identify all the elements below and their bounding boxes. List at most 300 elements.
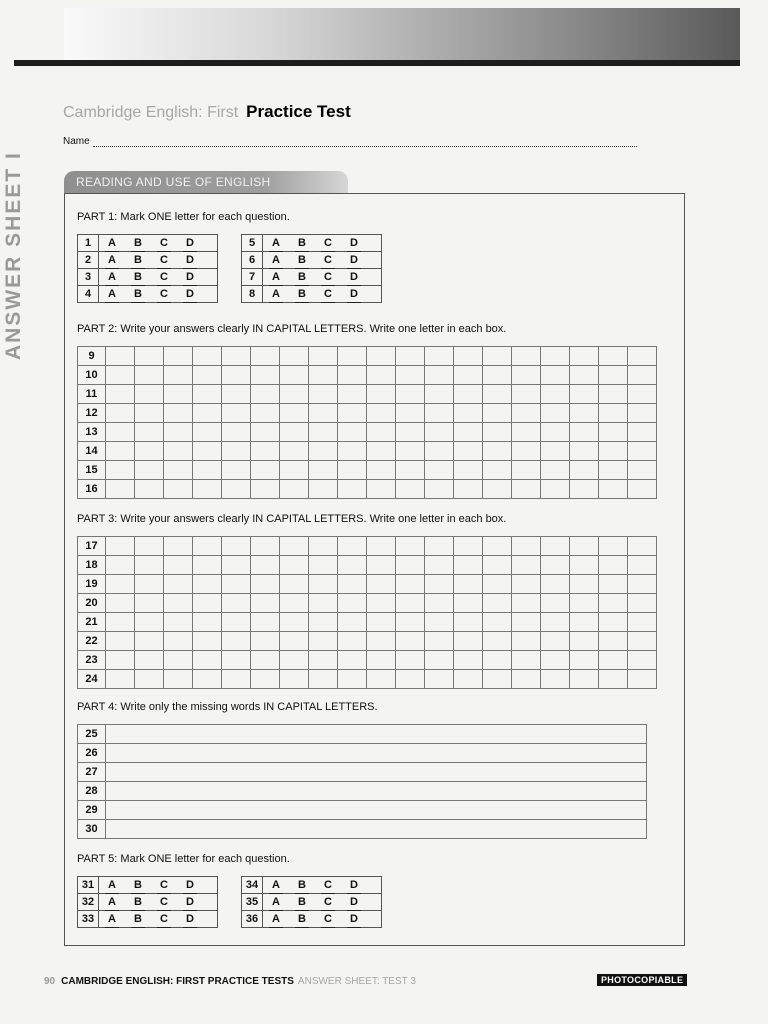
letter-box[interactable] — [628, 347, 657, 366]
letter-box[interactable] — [541, 575, 570, 594]
letter-box[interactable] — [367, 385, 396, 404]
letter-box[interactable] — [222, 480, 251, 499]
letter-box[interactable] — [309, 480, 338, 499]
letter-box[interactable] — [425, 347, 454, 366]
letter-box[interactable] — [222, 670, 251, 689]
letter-box[interactable] — [570, 632, 599, 651]
letter-box[interactable] — [512, 480, 541, 499]
letter-box[interactable] — [628, 613, 657, 632]
letter-box[interactable] — [106, 556, 135, 575]
letter-box[interactable] — [222, 613, 251, 632]
letter-box[interactable] — [570, 613, 599, 632]
option-mark[interactable]: C — [315, 270, 341, 284]
letter-box[interactable] — [396, 442, 425, 461]
letter-box[interactable] — [483, 613, 512, 632]
letter-box[interactable] — [367, 404, 396, 423]
letter-box[interactable] — [106, 594, 135, 613]
letter-box[interactable] — [454, 594, 483, 613]
letter-box[interactable] — [135, 366, 164, 385]
option-mark[interactable]: D — [341, 270, 367, 284]
letter-box[interactable] — [628, 366, 657, 385]
letter-box[interactable] — [570, 385, 599, 404]
letter-box[interactable] — [251, 461, 280, 480]
option-mark[interactable]: B — [125, 895, 151, 909]
letter-box[interactable] — [396, 556, 425, 575]
option-mark[interactable]: A — [263, 253, 289, 267]
letter-box[interactable] — [483, 575, 512, 594]
word-answer-box[interactable] — [106, 820, 647, 839]
letter-box[interactable] — [396, 366, 425, 385]
letter-box[interactable] — [251, 480, 280, 499]
letter-box[interactable] — [367, 575, 396, 594]
letter-box[interactable] — [193, 556, 222, 575]
letter-box[interactable] — [599, 670, 628, 689]
letter-box[interactable] — [222, 556, 251, 575]
letter-box[interactable] — [106, 480, 135, 499]
option-mark[interactable]: D — [341, 253, 367, 267]
letter-box[interactable] — [541, 347, 570, 366]
letter-box[interactable] — [570, 347, 599, 366]
letter-box[interactable] — [454, 461, 483, 480]
letter-box[interactable] — [164, 670, 193, 689]
letter-box[interactable] — [396, 594, 425, 613]
letter-box[interactable] — [251, 651, 280, 670]
letter-box[interactable] — [483, 537, 512, 556]
letter-box[interactable] — [338, 670, 367, 689]
option-mark[interactable]: C — [315, 287, 341, 301]
letter-box[interactable] — [193, 537, 222, 556]
option-mark[interactable]: B — [289, 270, 315, 284]
letter-box[interactable] — [280, 366, 309, 385]
letter-box[interactable] — [367, 670, 396, 689]
letter-box[interactable] — [512, 347, 541, 366]
letter-box[interactable] — [338, 613, 367, 632]
letter-box[interactable] — [454, 347, 483, 366]
letter-box[interactable] — [222, 575, 251, 594]
letter-box[interactable] — [222, 632, 251, 651]
letter-box[interactable] — [570, 442, 599, 461]
letter-box[interactable] — [628, 480, 657, 499]
letter-box[interactable] — [425, 594, 454, 613]
letter-box[interactable] — [628, 632, 657, 651]
letter-box[interactable] — [135, 670, 164, 689]
letter-box[interactable] — [396, 347, 425, 366]
letter-box[interactable] — [280, 575, 309, 594]
letter-box[interactable] — [280, 670, 309, 689]
letter-box[interactable] — [164, 347, 193, 366]
letter-box[interactable] — [367, 423, 396, 442]
letter-box[interactable] — [251, 613, 280, 632]
letter-box[interactable] — [570, 670, 599, 689]
letter-box[interactable] — [454, 670, 483, 689]
letter-box[interactable] — [164, 461, 193, 480]
letter-box[interactable] — [193, 442, 222, 461]
letter-box[interactable] — [367, 461, 396, 480]
option-mark[interactable]: B — [125, 253, 151, 267]
letter-box[interactable] — [135, 404, 164, 423]
letter-box[interactable] — [367, 366, 396, 385]
letter-box[interactable] — [222, 366, 251, 385]
letter-box[interactable] — [309, 385, 338, 404]
letter-box[interactable] — [309, 632, 338, 651]
letter-box[interactable] — [222, 347, 251, 366]
letter-box[interactable] — [164, 651, 193, 670]
letter-box[interactable] — [599, 594, 628, 613]
letter-box[interactable] — [251, 404, 280, 423]
letter-box[interactable] — [280, 556, 309, 575]
name-field[interactable] — [63, 136, 637, 147]
letter-box[interactable] — [541, 670, 570, 689]
letter-box[interactable] — [599, 423, 628, 442]
letter-box[interactable] — [541, 442, 570, 461]
letter-box[interactable] — [309, 556, 338, 575]
letter-box[interactable] — [280, 385, 309, 404]
letter-box[interactable] — [454, 366, 483, 385]
letter-box[interactable] — [570, 556, 599, 575]
option-mark[interactable]: D — [177, 287, 203, 301]
letter-box[interactable] — [454, 575, 483, 594]
letter-box[interactable] — [396, 613, 425, 632]
letter-box[interactable] — [222, 404, 251, 423]
letter-box[interactable] — [164, 556, 193, 575]
name-dotted-line[interactable] — [93, 137, 637, 147]
letter-box[interactable] — [425, 537, 454, 556]
letter-box[interactable] — [193, 385, 222, 404]
letter-box[interactable] — [425, 480, 454, 499]
letter-box[interactable] — [454, 537, 483, 556]
letter-box[interactable] — [367, 632, 396, 651]
letter-box[interactable] — [396, 670, 425, 689]
letter-box[interactable] — [309, 575, 338, 594]
option-mark[interactable]: C — [315, 253, 341, 267]
letter-box[interactable] — [454, 556, 483, 575]
letter-box[interactable] — [338, 480, 367, 499]
letter-box[interactable] — [135, 594, 164, 613]
option-mark[interactable]: C — [315, 878, 341, 892]
letter-box[interactable] — [135, 442, 164, 461]
letter-box[interactable] — [570, 423, 599, 442]
letter-box[interactable] — [135, 480, 164, 499]
letter-box[interactable] — [309, 461, 338, 480]
word-answer-box[interactable] — [106, 801, 647, 820]
option-mark[interactable]: D — [341, 236, 367, 250]
letter-box[interactable] — [164, 366, 193, 385]
letter-box[interactable] — [338, 537, 367, 556]
letter-box[interactable] — [338, 461, 367, 480]
letter-box[interactable] — [483, 442, 512, 461]
letter-box[interactable] — [164, 423, 193, 442]
letter-box[interactable] — [512, 575, 541, 594]
letter-box[interactable] — [454, 404, 483, 423]
option-mark[interactable]: B — [289, 236, 315, 250]
letter-box[interactable] — [396, 385, 425, 404]
letter-box[interactable] — [193, 366, 222, 385]
letter-box[interactable] — [570, 594, 599, 613]
letter-box[interactable] — [425, 404, 454, 423]
option-mark[interactable]: A — [99, 270, 125, 284]
letter-box[interactable] — [541, 480, 570, 499]
letter-box[interactable] — [367, 613, 396, 632]
letter-box[interactable] — [193, 423, 222, 442]
word-answer-box[interactable] — [106, 725, 647, 744]
letter-box[interactable] — [454, 385, 483, 404]
letter-box[interactable] — [222, 442, 251, 461]
option-mark[interactable]: A — [263, 878, 289, 892]
letter-box[interactable] — [164, 442, 193, 461]
letter-box[interactable] — [599, 404, 628, 423]
letter-box[interactable] — [280, 651, 309, 670]
letter-box[interactable] — [135, 423, 164, 442]
option-mark[interactable]: D — [341, 912, 367, 926]
letter-box[interactable] — [425, 423, 454, 442]
letter-box[interactable] — [396, 404, 425, 423]
letter-box[interactable] — [106, 537, 135, 556]
option-mark[interactable]: D — [177, 236, 203, 250]
letter-box[interactable] — [106, 442, 135, 461]
letter-box[interactable] — [541, 594, 570, 613]
letter-box[interactable] — [425, 366, 454, 385]
option-mark[interactable]: A — [99, 895, 125, 909]
letter-box[interactable] — [425, 613, 454, 632]
letter-box[interactable] — [193, 404, 222, 423]
letter-box[interactable] — [512, 594, 541, 613]
word-answer-box[interactable] — [106, 744, 647, 763]
option-mark[interactable]: C — [151, 895, 177, 909]
word-answer-box[interactable] — [106, 763, 647, 782]
letter-box[interactable] — [222, 423, 251, 442]
letter-box[interactable] — [367, 347, 396, 366]
letter-box[interactable] — [135, 347, 164, 366]
option-mark[interactable]: D — [177, 912, 203, 926]
letter-box[interactable] — [425, 651, 454, 670]
letter-box[interactable] — [628, 651, 657, 670]
option-mark[interactable]: B — [289, 878, 315, 892]
letter-box[interactable] — [106, 461, 135, 480]
letter-box[interactable] — [570, 461, 599, 480]
letter-box[interactable] — [106, 575, 135, 594]
letter-box[interactable] — [251, 670, 280, 689]
letter-box[interactable] — [512, 613, 541, 632]
letter-box[interactable] — [628, 556, 657, 575]
letter-box[interactable] — [193, 575, 222, 594]
letter-box[interactable] — [512, 632, 541, 651]
letter-box[interactable] — [599, 651, 628, 670]
letter-box[interactable] — [628, 575, 657, 594]
letter-box[interactable] — [396, 480, 425, 499]
option-mark[interactable]: A — [263, 236, 289, 250]
letter-box[interactable] — [570, 366, 599, 385]
letter-box[interactable] — [164, 537, 193, 556]
letter-box[interactable] — [367, 556, 396, 575]
letter-box[interactable] — [338, 442, 367, 461]
letter-box[interactable] — [541, 537, 570, 556]
letter-box[interactable] — [135, 556, 164, 575]
letter-box[interactable] — [483, 366, 512, 385]
option-mark[interactable]: A — [263, 270, 289, 284]
letter-box[interactable] — [135, 651, 164, 670]
letter-box[interactable] — [222, 651, 251, 670]
letter-box[interactable] — [599, 632, 628, 651]
letter-box[interactable] — [193, 670, 222, 689]
letter-box[interactable] — [541, 366, 570, 385]
letter-box[interactable] — [367, 594, 396, 613]
letter-box[interactable] — [599, 537, 628, 556]
letter-box[interactable] — [483, 404, 512, 423]
letter-box[interactable] — [280, 461, 309, 480]
option-mark[interactable]: A — [263, 895, 289, 909]
option-mark[interactable]: B — [125, 236, 151, 250]
letter-box[interactable] — [628, 594, 657, 613]
letter-box[interactable] — [280, 404, 309, 423]
letter-box[interactable] — [251, 442, 280, 461]
letter-box[interactable] — [425, 442, 454, 461]
letter-box[interactable] — [425, 385, 454, 404]
letter-box[interactable] — [164, 575, 193, 594]
letter-box[interactable] — [164, 632, 193, 651]
option-mark[interactable]: C — [315, 236, 341, 250]
letter-box[interactable] — [193, 651, 222, 670]
option-mark[interactable]: C — [151, 236, 177, 250]
letter-box[interactable] — [338, 556, 367, 575]
letter-box[interactable] — [280, 632, 309, 651]
letter-box[interactable] — [135, 632, 164, 651]
letter-box[interactable] — [280, 594, 309, 613]
option-mark[interactable]: C — [151, 912, 177, 926]
option-mark[interactable]: A — [263, 912, 289, 926]
letter-box[interactable] — [309, 594, 338, 613]
letter-box[interactable] — [570, 537, 599, 556]
option-mark[interactable]: D — [177, 270, 203, 284]
letter-box[interactable] — [396, 461, 425, 480]
letter-box[interactable] — [251, 575, 280, 594]
letter-box[interactable] — [338, 423, 367, 442]
letter-box[interactable] — [164, 613, 193, 632]
letter-box[interactable] — [425, 461, 454, 480]
letter-box[interactable] — [222, 537, 251, 556]
letter-box[interactable] — [280, 347, 309, 366]
letter-box[interactable] — [599, 556, 628, 575]
option-mark[interactable]: B — [125, 878, 151, 892]
letter-box[interactable] — [599, 347, 628, 366]
option-mark[interactable]: B — [125, 287, 151, 301]
option-mark[interactable]: B — [289, 912, 315, 926]
letter-box[interactable] — [541, 404, 570, 423]
option-mark[interactable]: A — [99, 236, 125, 250]
letter-box[interactable] — [164, 385, 193, 404]
letter-box[interactable] — [454, 423, 483, 442]
letter-box[interactable] — [599, 480, 628, 499]
option-mark[interactable]: D — [341, 287, 367, 301]
option-mark[interactable]: A — [99, 878, 125, 892]
letter-box[interactable] — [541, 461, 570, 480]
option-mark[interactable]: A — [99, 912, 125, 926]
letter-box[interactable] — [309, 670, 338, 689]
option-mark[interactable]: C — [315, 895, 341, 909]
letter-box[interactable] — [338, 651, 367, 670]
letter-box[interactable] — [338, 594, 367, 613]
letter-box[interactable] — [164, 404, 193, 423]
option-mark[interactable]: A — [99, 287, 125, 301]
letter-box[interactable] — [396, 651, 425, 670]
letter-box[interactable] — [193, 461, 222, 480]
option-mark[interactable]: B — [125, 270, 151, 284]
letter-box[interactable] — [367, 537, 396, 556]
letter-box[interactable] — [106, 423, 135, 442]
letter-box[interactable] — [570, 651, 599, 670]
letter-box[interactable] — [135, 537, 164, 556]
letter-box[interactable] — [106, 404, 135, 423]
letter-box[interactable] — [106, 651, 135, 670]
letter-box[interactable] — [193, 480, 222, 499]
letter-box[interactable] — [251, 366, 280, 385]
option-mark[interactable]: B — [289, 287, 315, 301]
option-mark[interactable]: C — [151, 253, 177, 267]
letter-box[interactable] — [628, 670, 657, 689]
letter-box[interactable] — [454, 613, 483, 632]
letter-box[interactable] — [280, 442, 309, 461]
letter-box[interactable] — [251, 632, 280, 651]
letter-box[interactable] — [541, 613, 570, 632]
option-mark[interactable]: D — [177, 895, 203, 909]
option-mark[interactable]: D — [177, 253, 203, 267]
letter-box[interactable] — [106, 670, 135, 689]
letter-box[interactable] — [251, 594, 280, 613]
letter-box[interactable] — [599, 366, 628, 385]
letter-box[interactable] — [454, 632, 483, 651]
letter-box[interactable] — [251, 423, 280, 442]
option-mark[interactable]: D — [341, 895, 367, 909]
letter-box[interactable] — [541, 385, 570, 404]
letter-box[interactable] — [280, 613, 309, 632]
letter-box[interactable] — [512, 670, 541, 689]
letter-box[interactable] — [454, 442, 483, 461]
letter-box[interactable] — [396, 632, 425, 651]
letter-box[interactable] — [280, 537, 309, 556]
letter-box[interactable] — [512, 423, 541, 442]
letter-box[interactable] — [512, 404, 541, 423]
letter-box[interactable] — [454, 651, 483, 670]
letter-box[interactable] — [483, 385, 512, 404]
letter-box[interactable] — [483, 480, 512, 499]
letter-box[interactable] — [164, 480, 193, 499]
letter-box[interactable] — [512, 556, 541, 575]
letter-box[interactable] — [309, 366, 338, 385]
letter-box[interactable] — [338, 366, 367, 385]
letter-box[interactable] — [628, 537, 657, 556]
letter-box[interactable] — [599, 442, 628, 461]
letter-box[interactable] — [425, 575, 454, 594]
letter-box[interactable] — [251, 385, 280, 404]
letter-box[interactable] — [309, 651, 338, 670]
letter-box[interactable] — [251, 537, 280, 556]
letter-box[interactable] — [628, 404, 657, 423]
letter-box[interactable] — [280, 423, 309, 442]
letter-box[interactable] — [599, 613, 628, 632]
letter-box[interactable] — [135, 461, 164, 480]
letter-box[interactable] — [338, 404, 367, 423]
letter-box[interactable] — [309, 423, 338, 442]
option-mark[interactable]: C — [151, 287, 177, 301]
letter-box[interactable] — [454, 480, 483, 499]
letter-box[interactable] — [425, 670, 454, 689]
option-mark[interactable]: B — [289, 895, 315, 909]
letter-box[interactable] — [338, 385, 367, 404]
letter-box[interactable] — [599, 461, 628, 480]
letter-box[interactable] — [599, 575, 628, 594]
letter-box[interactable] — [628, 461, 657, 480]
letter-box[interactable] — [309, 442, 338, 461]
letter-box[interactable] — [338, 347, 367, 366]
